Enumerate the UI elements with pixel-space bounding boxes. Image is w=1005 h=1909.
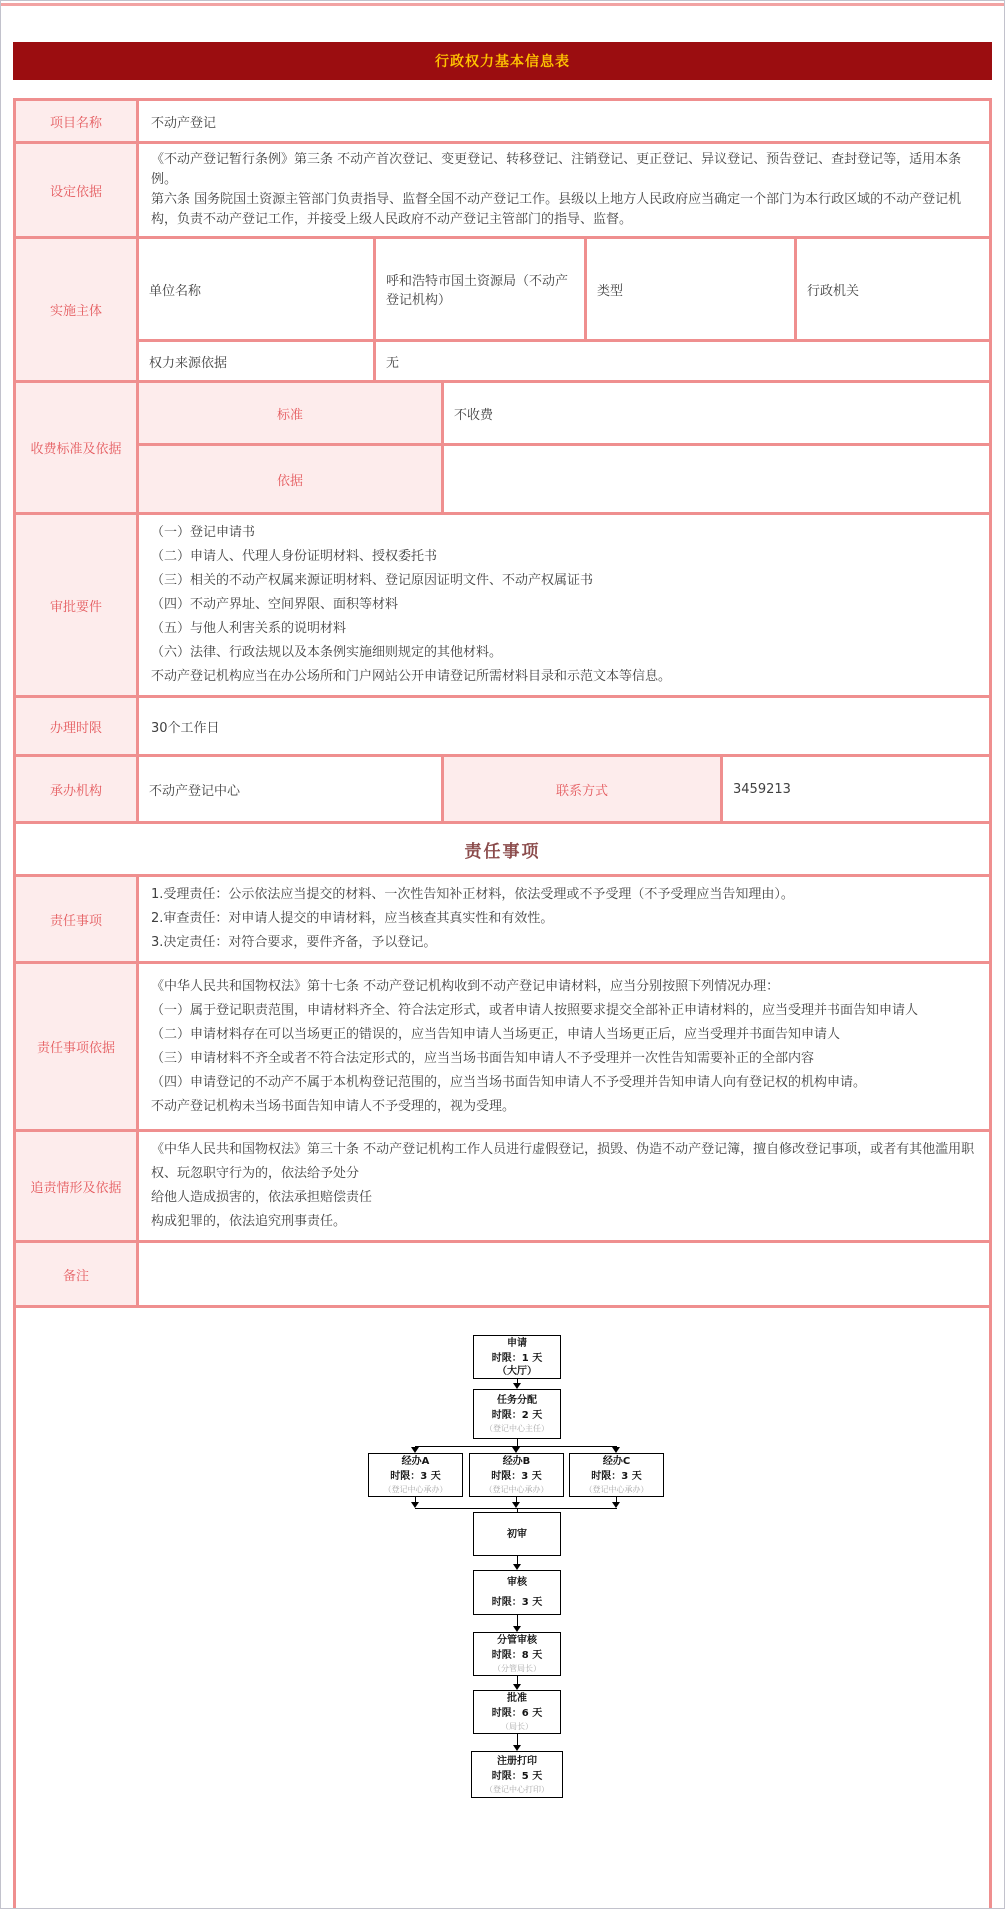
- value-duties-basis: [139, 964, 989, 1129]
- label-remarks: 备注: [16, 1243, 139, 1305]
- row-implementing-subject: [16, 236, 989, 380]
- row-accountability: [16, 1129, 989, 1240]
- text-line: 《中华人民共和国物权法》第三十条 不动产登记机构工作人员进行虚假登记，损毁、伪造不动产登记簿，擅自修改登记事项，或者有其他滥用职权、玩忽职守行为的，依法给予处分: [151, 1142, 975, 1181]
- subject-subrow-unit: [139, 239, 989, 339]
- text-line: 给他人造成损害的，依法承担赔偿责任: [151, 1190, 373, 1205]
- flow-connector-line: [415, 1508, 617, 1509]
- flow-node-handler-a: [368, 1453, 463, 1497]
- value-setting-basis: [139, 144, 989, 236]
- subject-subrow-source: [139, 339, 989, 380]
- row-project-name: [16, 101, 989, 141]
- flow-node-dept: （登记中心承办）: [383, 1485, 448, 1494]
- flow-node-approve: [473, 1690, 561, 1734]
- text-line: （一）登记申请书: [151, 525, 256, 540]
- flow-connector-line: [517, 1439, 518, 1446]
- value-unit-name: 呼和浩特市国土资源局（不动产登记机构）: [376, 239, 587, 339]
- label-handling-agency: 承办机构: [16, 757, 139, 821]
- flow-node-apply: [473, 1335, 561, 1379]
- text-line: 不动产登记机构应当在办公场所和门户网站公开申请登记所需材料目录和示范文本等信息。: [151, 669, 672, 684]
- info-table: [13, 98, 992, 1909]
- flow-node-title: 初审: [507, 1528, 527, 1540]
- flow-node-title: 分管审核: [497, 1635, 537, 1646]
- flow-node-preliminary-review: [473, 1512, 561, 1556]
- flow-node-supervisor-review: [473, 1632, 561, 1676]
- flow-node-time: 时限：3 天: [591, 1471, 642, 1482]
- top-divider: [1, 3, 1004, 6]
- flow-node-time: 时限：2 天: [491, 1410, 543, 1421]
- label-fee-basis: 依据: [139, 446, 444, 512]
- value-accountability: [139, 1132, 989, 1240]
- flow-node-title: 经办B: [502, 1456, 531, 1467]
- label-time-limit: 办理时限: [16, 698, 139, 754]
- flow-node-register-print: [471, 1751, 563, 1798]
- value-contact: 3459213: [733, 781, 791, 797]
- flow-node-title: 审核: [507, 1577, 527, 1588]
- value-standard: 不收费: [454, 407, 494, 423]
- flow-connector-line: [517, 1676, 518, 1684]
- text-line: （三）相关的不动产权属来源证明材料、登记原因证明文件、不动产权属证书: [151, 573, 594, 588]
- label-power-source: 权力来源依据: [139, 342, 376, 380]
- flow-node-title: 申请: [507, 1338, 527, 1349]
- row-flowchart: [16, 1305, 989, 1909]
- value-type: 行政机关: [807, 283, 860, 299]
- label-setting-basis: 设定依据: [16, 144, 139, 236]
- text-line: （二）申请材料存在可以当场更正的错误的，应当告知申请人当场更正，申请人当场更正后，应当受理并书面告知申请人: [151, 1026, 841, 1042]
- text-line: 第六条 国务院国土资源主管部门负责指导、监督全国不动产登记工作。县级以上地方人民政府应当确定一个部门为本行政区域的不动产登记机构，负责不动产登记工作，并接受上级人民政府不动产登记主管部门的指导、监督。: [151, 192, 962, 227]
- row-remarks: [16, 1240, 989, 1305]
- flow-node-dept: （局长）: [501, 1722, 533, 1731]
- text-line: 3.决定责任：对符合要求，要件齐备，予以登记。: [151, 935, 437, 950]
- flow-connector-line: [517, 1734, 518, 1745]
- text-line: 《中华人民共和国物权法》第十七条 不动产登记机构收到不动产登记申请材料，应当分别按照下列情况办理：: [151, 978, 780, 994]
- row-handling-agency: [16, 754, 989, 821]
- value-power-source: 无: [386, 355, 400, 371]
- flow-node-time: 时限：8 天: [491, 1650, 543, 1661]
- label-approval-requirements: 审批要件: [16, 515, 139, 695]
- flow-node-handler-b: [469, 1453, 564, 1497]
- process-flowchart: [16, 1308, 989, 1909]
- label-type: 类型: [587, 239, 797, 339]
- row-setting-basis: [16, 141, 989, 236]
- flow-node-dept: （登记中心承办）: [484, 1485, 549, 1494]
- text-line: （四）不动产界址、空间界限、面积等材料: [151, 597, 399, 612]
- value-duties: [139, 877, 989, 961]
- flow-node-time: 时限：3 天: [491, 1471, 542, 1482]
- value-time-limit: 30个工作日: [151, 720, 220, 736]
- value-approval-requirements: [139, 515, 989, 695]
- value-fee-basis: [444, 446, 989, 512]
- label-unit-name: 单位名称: [139, 239, 376, 339]
- text-line: 构成犯罪的，依法追究刑事责任。: [151, 1214, 347, 1229]
- flow-node-dept: （大厅）: [497, 1366, 537, 1377]
- text-line: （六）法律、行政法规以及本条例实施细则规定的其他材料。: [151, 645, 503, 660]
- text-line: （四）申请登记的不动产不属于本机构登记范围的，应当当场书面告知申请人不予受理并告知申请人向有登记权的机构申请。: [151, 1074, 867, 1090]
- text-line: 《不动产登记暂行条例》第三条 不动产首次登记、变更登记、转移登记、注销登记、更正登记、异议登记、预告登记、查封登记等，适用本条例。: [151, 152, 962, 187]
- flow-node-dept: （登记中心打印）: [485, 1784, 549, 1794]
- text-line: 不动产登记机构未当场书面告知申请人不予受理的，视为受理。: [151, 1098, 516, 1114]
- subject-subtable: [139, 239, 989, 380]
- section-title: 责任事项: [464, 841, 541, 862]
- flow-node-time: 时限：6 天: [491, 1708, 543, 1719]
- flow-node-task-assign: [473, 1389, 561, 1439]
- label-project-name: 项目名称: [16, 101, 139, 141]
- page-title: 行政权力基本信息表: [435, 54, 570, 70]
- value-project-name: 不动产登记: [151, 115, 217, 131]
- row-approval-requirements: [16, 512, 989, 695]
- flow-connector-line: [517, 1615, 518, 1626]
- text-line: （五）与他人利害关系的说明材料: [151, 621, 347, 636]
- value-handling-agency: 不动产登记中心: [139, 757, 444, 821]
- value-remarks: [139, 1243, 989, 1305]
- flow-connector-line: [517, 1556, 518, 1564]
- flow-node-time: 时限：5 天: [491, 1770, 543, 1782]
- fee-subrow-standard: [139, 383, 989, 443]
- text-line: （二）申请人、代理人身份证明材料、授权委托书: [151, 549, 438, 564]
- label-standard: 标准: [139, 383, 444, 443]
- text-line: 2.审查责任：对申请人提交的申请材料，应当核查其真实性和有效性。: [151, 911, 554, 926]
- fee-subrow-basis: [139, 443, 989, 512]
- flow-node-title: 注册打印: [497, 1755, 537, 1767]
- flow-node-title: 经办A: [401, 1456, 430, 1467]
- flow-node-dept: （分管局长）: [493, 1664, 541, 1673]
- row-fee-standard: [16, 380, 989, 512]
- row-duties-basis: [16, 961, 989, 1129]
- page-title-bar: [13, 42, 992, 80]
- flow-node-time: 时限：1 天: [491, 1353, 543, 1364]
- flow-node-dept: （登记中心承办）: [584, 1485, 649, 1494]
- flow-node-title: 批准: [507, 1693, 527, 1704]
- label-contact: 联系方式: [444, 757, 723, 821]
- flow-node-title: 经办C: [602, 1456, 631, 1467]
- flow-node-handler-c: [569, 1453, 664, 1497]
- label-duties: 责任事项: [16, 877, 139, 961]
- flow-node-dept: （登记中心主任）: [485, 1424, 549, 1433]
- flow-node-time: 时限：3 天: [491, 1597, 543, 1608]
- row-duties: [16, 874, 989, 961]
- section-header-duties: [16, 821, 989, 874]
- text-line: （一）属于登记职责范围，申请材料齐全、符合法定形式，或者申请人按照要求提交全部补正申请材料的，应当受理并书面告知申请人: [151, 1002, 919, 1018]
- text-line: （三）申请材料不齐全或者不符合法定形式的，应当当场书面告知申请人不予受理并一次性告知需要补正的全部内容: [151, 1050, 815, 1066]
- flow-node-title: 任务分配: [497, 1395, 537, 1406]
- fee-subtable: [139, 383, 989, 512]
- text-line: 1.受理责任：公示依法应当提交的材料、一次性告知补正材料，依法受理或不予受理（不予受理应当告知理由）。: [151, 887, 794, 902]
- label-duties-basis: 责任事项依据: [16, 964, 139, 1129]
- row-time-limit: [16, 695, 989, 754]
- label-accountability: 追责情形及依据: [16, 1132, 139, 1240]
- label-fee-standard: 收费标准及依据: [16, 383, 139, 512]
- flow-node-review: [473, 1570, 561, 1615]
- label-implementing-subject: 实施主体: [16, 239, 139, 380]
- flow-node-time: 时限：3 天: [390, 1471, 441, 1482]
